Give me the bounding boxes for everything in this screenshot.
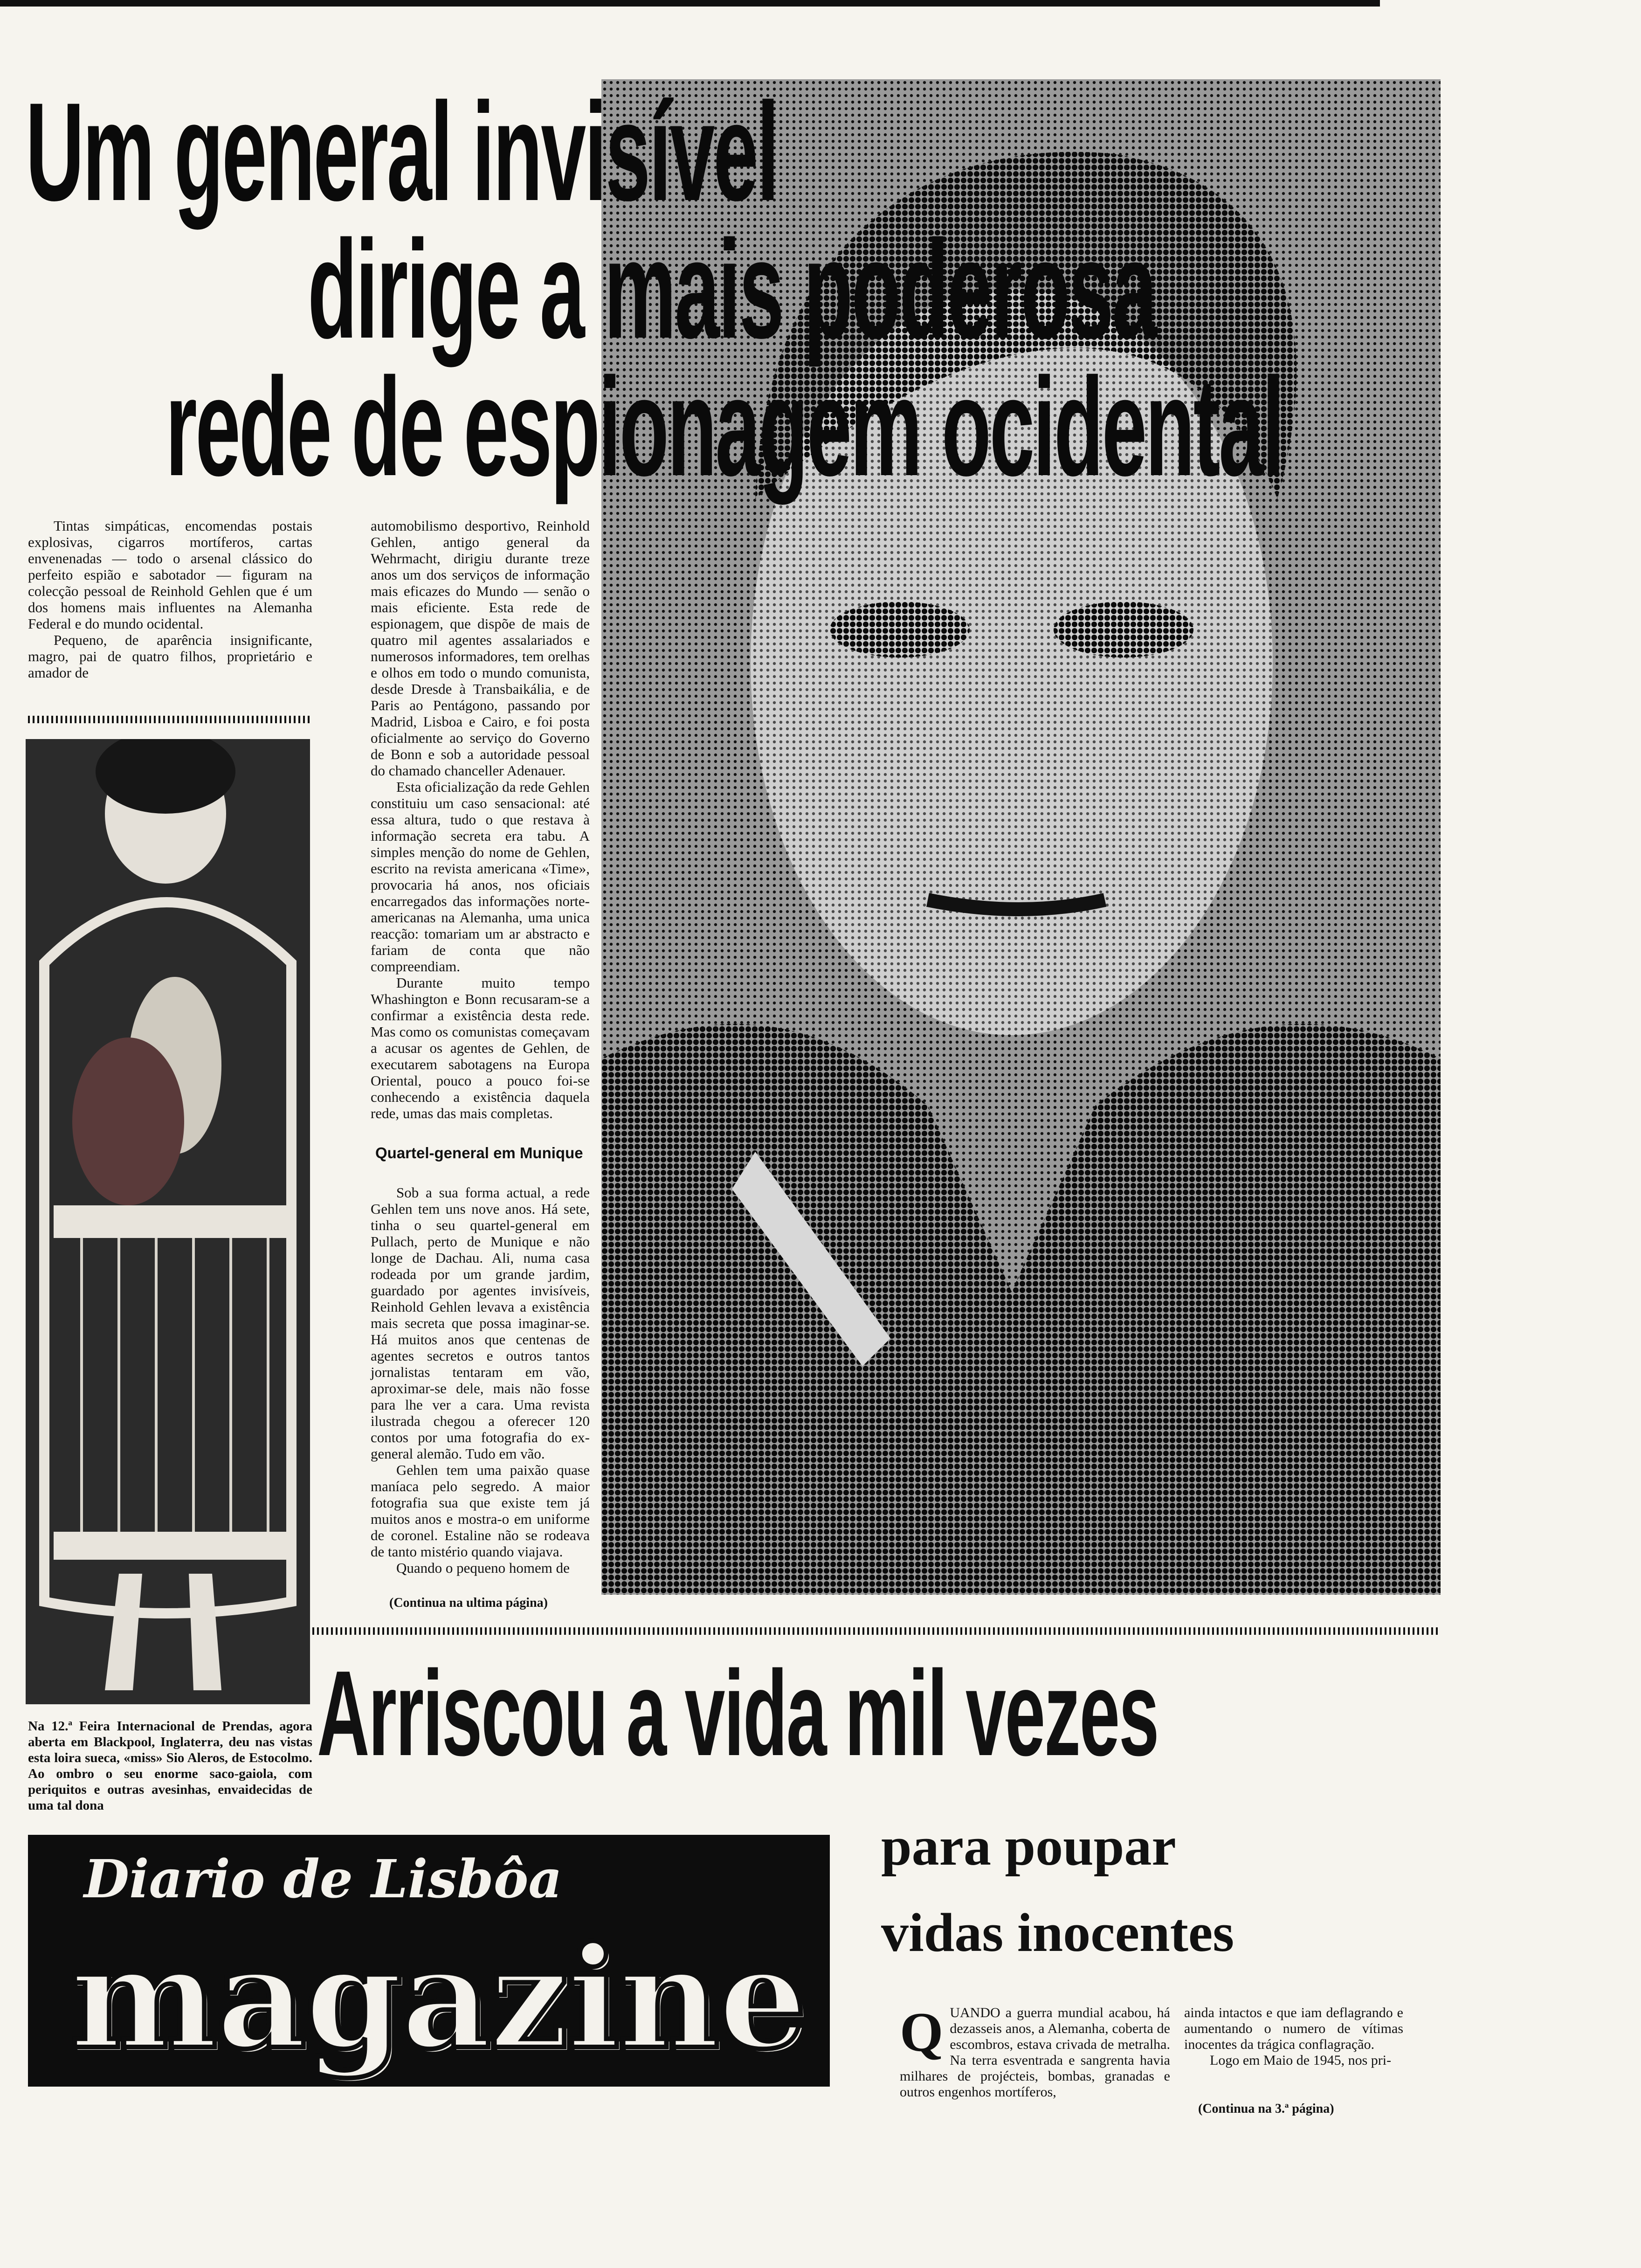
paragraph: Quando o pequeno homem de bbox=[396, 1560, 570, 1576]
subheading: Quartel-general em Munique bbox=[375, 1144, 583, 1162]
divider bbox=[28, 716, 312, 723]
headline-line-1: Um general invisível bbox=[26, 73, 778, 230]
paragraph: Esta oficialização da rede Gehlen constituiu um caso sensacional: até essa altura, tudo o que restava à informação secreta era tabu. A simples menção do nome de Gehlen, escrito na revista americana «Time», provocaria há anos, nos oficiais encarregados das informações norte-americanas na Alemanha, uma unica reacção: tomariam um ar abstracto e fariam de conta que não compreendiam. bbox=[371, 779, 590, 975]
continued-note: (Continua na ultima página) bbox=[389, 1596, 548, 1610]
article-column-2 bbox=[371, 518, 590, 1611]
top-rule bbox=[0, 0, 1380, 7]
photo-caption: Na 12.ª Feira Internacional de Prendas, agora aberta em Blackpool, Inglaterra, deu nas vistas esta loira sueca, «miss» Sio Aleros, de Estocolmo. Ao ombro o seu enorme saco-gaiola, com periquitos e outras avesinhas, envaidecidas de uma tal dona bbox=[28, 1719, 312, 1813]
paragraph: UANDO a guerra mundial acabou, há dezasseis anos, a Alemanha, coberta de escombros, estava crivada de metralha. Na terra esventrada e sangrenta havia milhares de projécteis, bombas, granadas e outros engenhos mortíferos, bbox=[900, 2005, 1170, 2100]
headline-line-3: rede de espionagem ocidental bbox=[165, 348, 1283, 505]
section-divider bbox=[312, 1627, 1441, 1635]
magazine-masthead bbox=[28, 1835, 830, 2087]
paragraph: Logo em Maio de 1945, nos pri- bbox=[1210, 2053, 1392, 2068]
headline-line-2: dirige a mais poderosa bbox=[308, 211, 1156, 367]
masthead-magazine: magazine bbox=[70, 1915, 806, 2080]
paragraph: Durante muito tempo Whashington e Bonn recusaram-se a confirmar a existência desta rede. Mas como os comunistas começavam a acusar os agentes de Gehlen, de executarem sabotagens na Europa Oriental, pouco a pouco foi-se conhecendo a existência daquela rede, umas das mais completas. bbox=[371, 975, 590, 1121]
paragraph: Pequeno, de aparência insignificante, magro, pai de quatro filhos, proprietário e amador de bbox=[28, 632, 312, 681]
masthead-title: Diario de Lisbôa bbox=[84, 1849, 562, 1910]
paragraph: Tintas simpáticas, encomendas postais explosivas, cigarros mortíferos, cartas envenenadas — todo o arsenal clássico do perfeito espião e sabotador — figuram na colecção pessoal de Reinhold Gehlen que é um dos homens mais influentes na Alemanha Federal e do mundo ocidental. bbox=[28, 518, 312, 632]
woman-cage-illustration bbox=[26, 739, 310, 1704]
article2-column-2 bbox=[1184, 2005, 1403, 2117]
headline-2: Arriscou a vida mil vezes bbox=[317, 1646, 1158, 1781]
article2-column-1 bbox=[900, 2001, 1170, 2100]
drop-cap: Q bbox=[900, 2001, 944, 2063]
paragraph: Sob a sua forma actual, a rede Gehlen tem uns nove anos. Há sete, tinha o seu quartel-general em Pullach, perto de Munique e não longe de Dachau. Ali, numa casa rodeada por um grande jardim, guardado por agentes invisíveis, Reinhold Gehlen levava a existência mais secreta que possa imaginar-se. Há muitos anos que centenas de agentes secretos e outros tantos jornalistas tentaram em vão, aproximar-se dele, mais não fosse para lhe ver a cara. Uma revista ilustrada chegou a oferecer 120 contos por uma fotografia do ex-general alemão. Tudo em vão. bbox=[371, 1184, 590, 1462]
subheadline-line-2: vidas inocentes bbox=[881, 1902, 1234, 1963]
paragraph: automobilismo desportivo, Reinhold Gehlen, antigo general da Wehrmacht, dirigiu durante treze anos um dos serviços de informação mais eficazes do Mundo — senão o mais eficiente. Esta rede de espionagem, que dispõe de mais de quatro mil agentes assalariados e numerosos informadores, tem orelhas e olhos em todo o mundo comunista, desde Dresde à Transbaikália, e de Paris ao Pentágono, passando por Madrid, Lisboa e Cairo, e foi posta oficialmente ao serviço do Governo de Bonn e sob a autoridade pessoal do chamado chanceller Adenauer. bbox=[371, 518, 590, 779]
article-column-1 bbox=[28, 518, 312, 681]
subheadline-line-1: para poupar bbox=[881, 1816, 1176, 1877]
continued-note-2: (Continua na 3.ª página) bbox=[1198, 2102, 1334, 2116]
paragraph: ainda intactos e que iam deflagrando e aumentando o numero de vítimas inocentes da trágica conflagração. bbox=[1184, 2005, 1403, 2052]
paragraph: Gehlen tem uma paixão quase maníaca pelo segredo. A maior fotografia sua que existe tem já muitos anos e mostra-o em uniforme de coronel. Estaline não se rodeava de tanto mistério quando viajava. bbox=[371, 1462, 590, 1560]
woman-cage-photo bbox=[26, 739, 310, 1704]
